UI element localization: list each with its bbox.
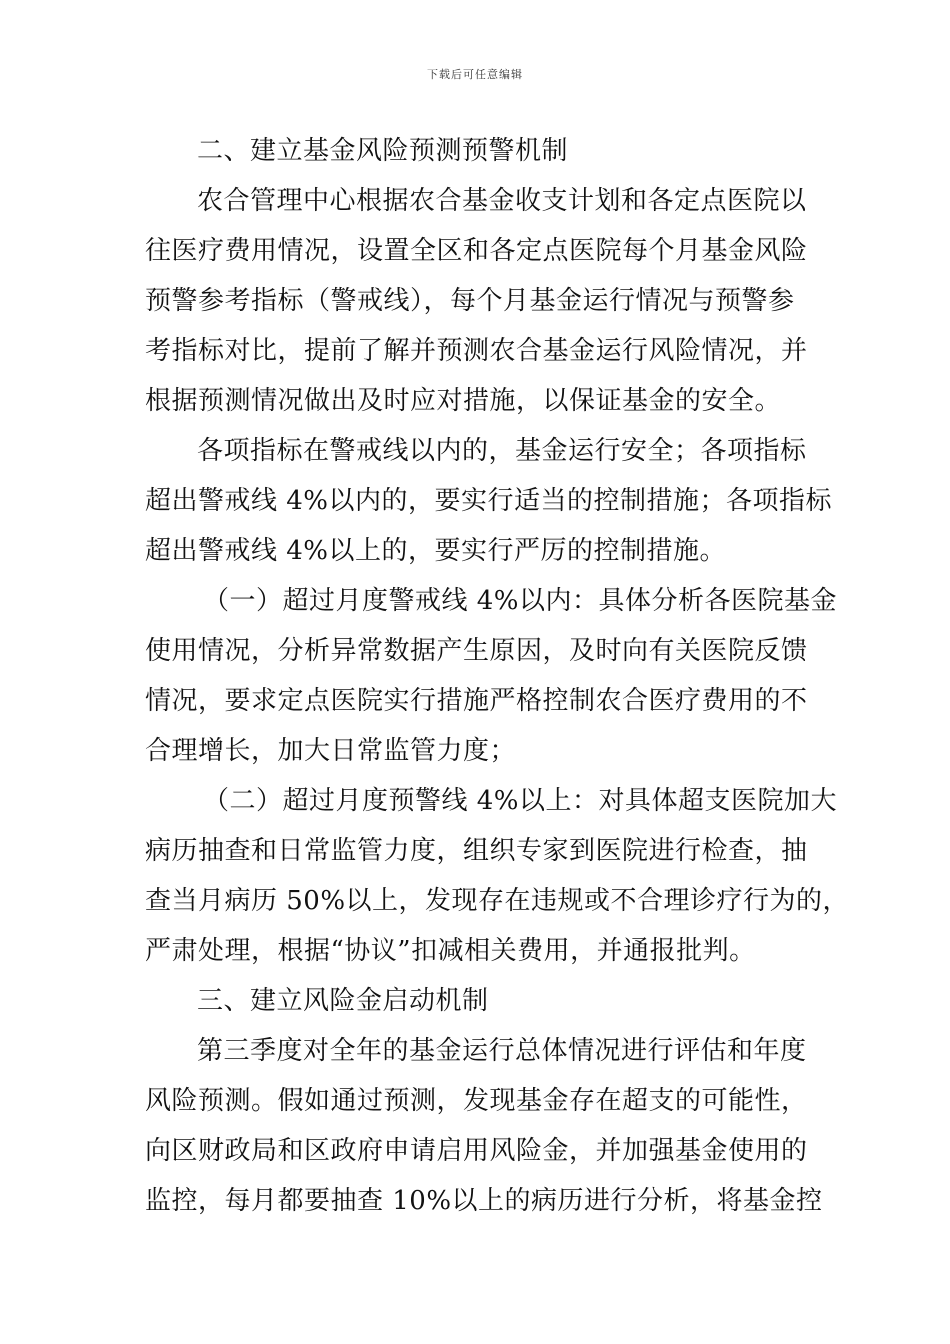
paragraph-line: 考指标对比，提前了解并预测农合基金运行风险情况，并 xyxy=(145,336,808,366)
paragraph-line: 超出警戒线 4%以内的，要实行适当的控制措施；各项指标 xyxy=(145,486,833,516)
section-heading-3: 三、建立风险金启动机制 xyxy=(197,986,489,1016)
paragraph-line: 查当月病历 50%以上，发现存在违规或不合理诊疗行为的， xyxy=(145,886,850,916)
paragraph-line: 往医疗费用情况，设置全区和各定点医院每个月基金风险 xyxy=(145,236,808,266)
paragraph-line: 监控，每月都要抽查 10%以上的病历进行分析，将基金控 xyxy=(145,1186,823,1216)
paragraph-line: 农合管理中心根据农合基金收支计划和各定点医院以 xyxy=(197,186,807,216)
paragraph-line: 合理增长，加大日常监管力度； xyxy=(145,736,517,766)
paragraph-line: 严肃处理，根据“协议”扣减相关费用，并通报批判。 xyxy=(145,936,756,966)
paragraph-line: 根据预测情况做出及时应对措施，以保证基金的安全。 xyxy=(145,386,782,416)
list-item-1-line: （一）超过月度警戒线 4%以内：具体分析各医院基金 xyxy=(203,586,838,616)
paragraph-line: 向区财政局和区政府申请启用风险金，并加强基金使用的 xyxy=(145,1136,808,1166)
document-body xyxy=(145,126,850,1226)
paragraph-line: 超出警戒线 4%以上的，要实行严厉的控制措施。 xyxy=(145,536,727,566)
paragraph-line: 各项指标在警戒线以内的，基金运行安全；各项指标 xyxy=(197,436,807,466)
paragraph-line: 情况，要求定点医院实行措施严格控制农合医疗费用的不 xyxy=(145,686,808,716)
paragraph-line: 第三季度对全年的基金运行总体情况进行评估和年度 xyxy=(197,1036,807,1066)
paragraph-line: 使用情况，分析异常数据产生原因，及时向有关医院反馈 xyxy=(145,636,808,666)
list-item-2-line: （二）超过月度预警线 4%以上：对具体超支医院加大 xyxy=(203,786,838,816)
paragraph-line: 预警参考指标（警戒线），每个月基金运行情况与预警参 xyxy=(145,286,795,316)
page-header: 下载后可任意编辑 xyxy=(427,68,523,81)
section-heading-2: 二、建立基金风险预测预警机制 xyxy=(197,136,569,166)
paragraph-line: 病历抽查和日常监管力度，组织专家到医院进行检查，抽 xyxy=(145,836,808,866)
paragraph-line: 风险预测。假如通过预测，发现基金存在超支的可能性， xyxy=(145,1086,808,1116)
